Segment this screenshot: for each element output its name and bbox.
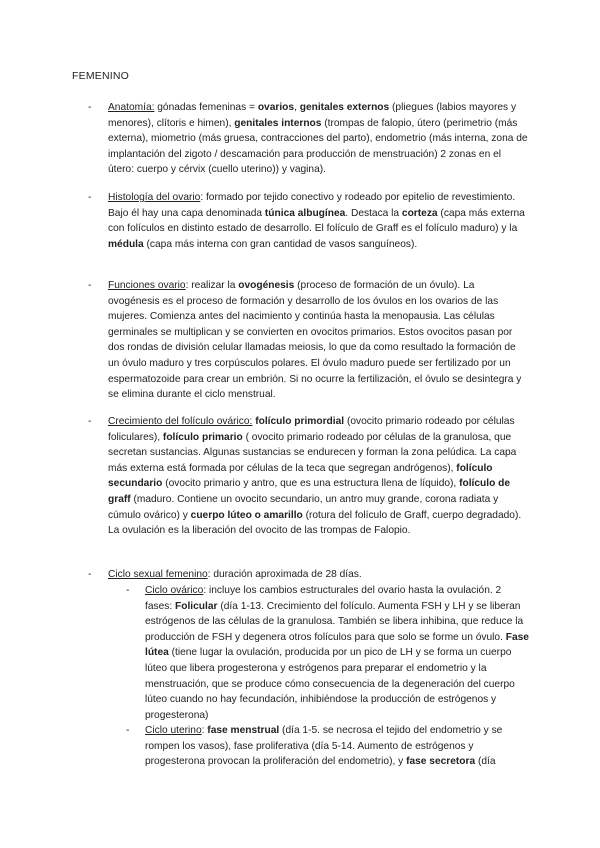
section-label: Funciones ovario (108, 280, 186, 291)
page-title: FEMENINO (72, 70, 130, 82)
section-ciclo-sexual (88, 567, 528, 583)
section-body (108, 414, 528, 539)
section-funciones (88, 278, 528, 403)
bold-term: ovogénesis (238, 280, 295, 291)
section-body (108, 567, 528, 583)
section-label: Anatomía: (108, 102, 155, 113)
bold-term: ovarios (257, 102, 295, 113)
section-body (108, 100, 528, 178)
body-text: (tiene lugar la ovulación, producida por un pico de LH y se forma un cuerpo lúteo que libera progesterona y estrógenos para preparar el endometrio y la menstruación, que se produce cómo consecuencia de la degeneración del cuerpo lúteo cuando no hay fecundación, inhibiéndose la producción de estrógenos y progesterona) (145, 647, 515, 721)
body-text: (proceso de formación de un óvulo). La ovogénesis es el proceso de formación y desarrollo de los óvulos en los ovarios de las mujeres. Comienza antes del nacimiento y continúa hasta la menopausia. Las células germinales se multiplican y se convierten en ovocitos primarios. Estos ovocitos pasan por dos rondas de división celular llamadas meiosis, lo que da como resultado la formación de un óvulo maduro y tres corpúsculos polares. El óvulo maduro puede ser fertilizado por un espermatozoide para crear un embrión. Si no ocurre la fertilización, el óvulo se desintegra y se elimina durante el ciclo menstrual. (108, 280, 522, 401)
body-text: : formado por tejido conectivo y rodeado por epitelio de revestimiento. Bajo él hay una capa denominada (108, 192, 516, 219)
body-text: ( ovocito primario rodeado por células de la granulosa, que secretan sustancias. Algunas sustancias se endurecen y forman la zona pelúdica. La capa más externa está formada por células de la teca que segregan andrógenos), (108, 431, 517, 474)
bullet: - (88, 416, 92, 427)
bold-term: Fase lútea (145, 631, 529, 659)
bullet: - (126, 725, 130, 736)
section-body (108, 278, 528, 403)
section-anatomia (88, 100, 528, 178)
bold-term: Folicular (175, 600, 218, 612)
bold-term: médula (108, 238, 144, 250)
bold-term: túnica albugínea (264, 207, 346, 219)
body-text: (día (475, 756, 496, 768)
bullet: - (88, 192, 92, 203)
bold-term: fase menstrual (207, 725, 280, 736)
body-text: (capa más externa con folículos en distinto estado de desarrollo. El folículo de Graff es el folículo maduro) y la (108, 207, 525, 235)
body-text: (pliegues (labios mayores y menores), clítoris e himen), (108, 102, 517, 129)
section-label: Crecimiento del folículo ovárico: (108, 416, 253, 427)
bold-term: genitales internos (234, 117, 322, 129)
body-text: (trompas de falopio, útero (perimetrio (más externa), miometrio (más gruesa, contracciones del parto), endometrio (más interna, zona de implantación del zigoto / descamación para producción de menstruación) 2 zonas en el útero: cuerpo y cérvix (cuello uterino)) y vagina). (108, 117, 528, 176)
body-text: , (294, 102, 300, 113)
body-text: (maduro. Contiene un ovocito secundario, un antro muy grande, corona radiata y cúmulo ovárico) y (108, 493, 499, 521)
body-text: : (201, 725, 208, 736)
bold-term: fase secretora (406, 756, 476, 768)
bold-term: folículo de graff (108, 478, 511, 505)
section-label: Ciclo sexual femenino (108, 569, 208, 580)
bullet: - (88, 280, 92, 291)
body-text: : realizar la (185, 280, 239, 291)
body-text: (ovocito primario rodeado por células foliculares), (108, 416, 515, 443)
bold-term: folículo primordial (255, 416, 345, 427)
subsection-body (145, 723, 531, 770)
bullet: - (88, 569, 92, 580)
bold-term: cuerpo lúteo o amarillo (190, 509, 303, 521)
subsection-ciclo-ovarico (126, 583, 531, 723)
subsection-ciclo-uterino (126, 723, 531, 770)
body-text: (ovocito primario y antro, que es una estructura llena de líquido), (162, 478, 460, 490)
body-text: : incluye los cambios estructurales del ovario hasta la ovulación. 2 fases: (145, 585, 502, 612)
body-text: (rotura del folículo de Graff, cuerpo degradado). La ovulación es la liberación del ovocito de las trompas de Falopio. (108, 509, 522, 537)
bold-term: folículo secundario (108, 462, 493, 490)
body-text: (día 1-13. Crecimiento del folículo. Aumenta FSH y LH y se liberan estrógenos de las células de la granulosa. También se libera inhibina, que reduce la producción de FSH y degenera otros folículos para que solo se forme un óvulo. (145, 600, 524, 643)
subsection-body (145, 583, 531, 723)
bullet: - (126, 585, 130, 596)
body-text: (día 1-5. se necrosa el tejido del endometrio y se rompen los vasos), fase proliferativa (día 5-14. Aumento de estrógenos y progesterona provocan la proliferación del endometrio), y (145, 725, 503, 768)
bold-term: genitales externos (299, 102, 390, 113)
body-text: gónadas femeninas = (154, 102, 258, 113)
section-label: Ciclo ovárico (145, 585, 204, 596)
section-body (108, 190, 528, 252)
bullet: - (88, 102, 92, 113)
body-text: . Destaca la (345, 207, 402, 219)
bold-term: corteza (401, 207, 438, 219)
body-text: : duración aproximada de 28 días. (207, 569, 362, 580)
section-crecimiento (88, 414, 528, 539)
body-text: (capa más interna con gran cantidad de vasos sanguíneos). (143, 238, 418, 250)
bold-term: folículo primario (162, 431, 243, 443)
section-label: Ciclo uterino (145, 725, 202, 736)
section-histologia (88, 190, 528, 252)
section-label: Histología del ovario (108, 192, 201, 203)
